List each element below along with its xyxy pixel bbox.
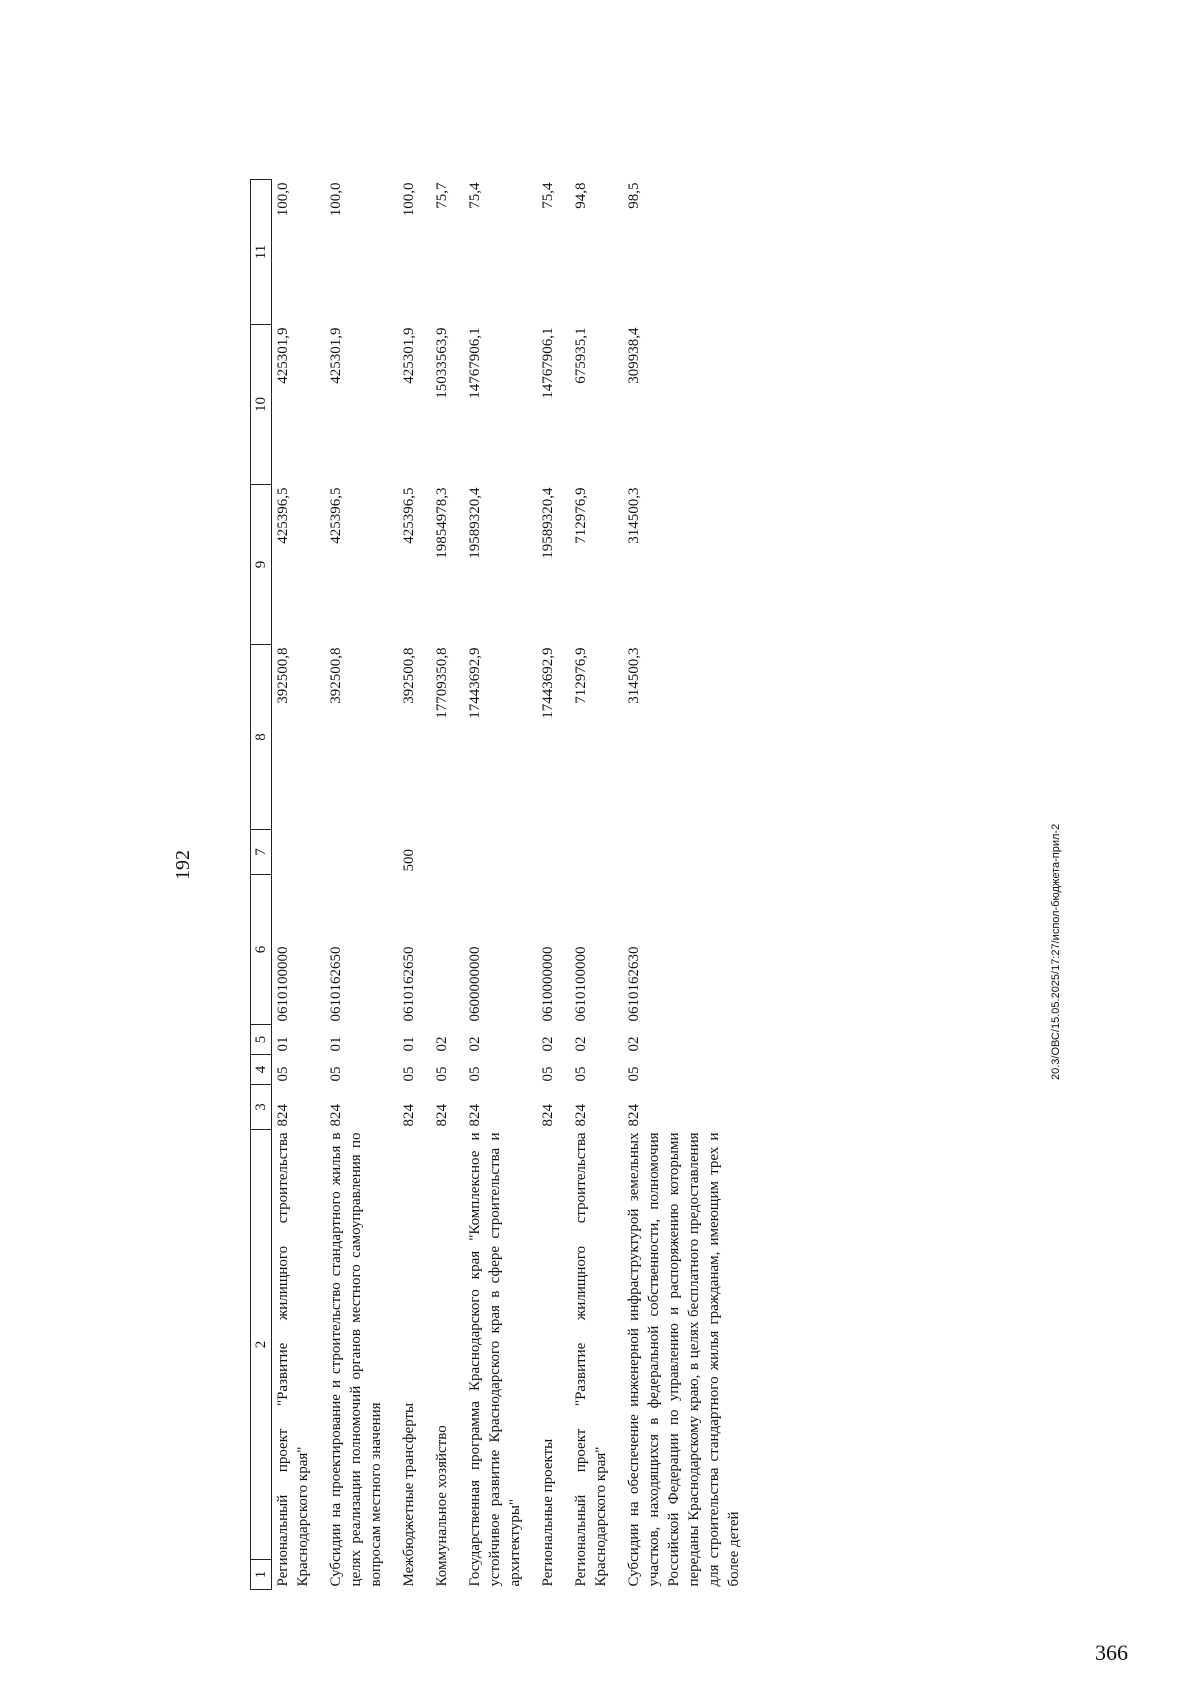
cell-c7 — [464, 830, 537, 875]
cell-c10: 309938,4 — [626, 327, 642, 384]
row-name: Региональный проект "Развитие жилищного строительства Краснодарского края" — [275, 1132, 311, 1587]
cell-c11: 75,4 — [540, 182, 556, 209]
cell-c11: 100,0 — [401, 182, 417, 217]
cell-c6: 0610162630 — [626, 946, 642, 1022]
cell-c9: 425396,5 — [328, 487, 344, 544]
cell-c4: 05 — [434, 1066, 450, 1082]
cell-c3: 824 — [573, 1104, 589, 1127]
cell-c5: 02 — [434, 1036, 450, 1052]
table-row — [398, 180, 431, 1590]
cell-c9: 314500,3 — [626, 487, 642, 544]
column-header: 8 — [251, 645, 272, 830]
cell-c10: 14767906,1 — [540, 327, 556, 399]
cell-c6 — [431, 875, 464, 1025]
cell-c10: 425301,9 — [401, 327, 417, 384]
cell-c5: 01 — [328, 1036, 344, 1052]
cell-c8: 17709350,8 — [434, 647, 450, 719]
cell-c9: 712976,9 — [573, 487, 589, 544]
cell-c11: 100,0 — [328, 182, 344, 217]
table-row — [431, 180, 464, 1590]
cell-c7 — [272, 830, 326, 875]
cell-c7 — [570, 830, 623, 875]
cell-c4: 05 — [540, 1066, 556, 1082]
column-header: 7 — [251, 830, 272, 875]
table-row — [537, 180, 570, 1590]
cell-c3: 824 — [275, 1104, 291, 1127]
cell-c10: 675935,1 — [573, 327, 589, 384]
column-header: 6 — [251, 875, 272, 1025]
cell-c6: 0610100000 — [275, 946, 291, 1022]
cell-c9: 425396,5 — [275, 487, 291, 544]
row-name: Субсидии на проектирование и строительство стандартного жилья в целях реализации полномочий органов местного самоуправления по вопросам местного значения — [328, 1132, 384, 1587]
cell-c3: 824 — [626, 1104, 642, 1127]
cell-c10: 15033563,9 — [434, 327, 450, 399]
row-name: Коммунальное хозяйство — [434, 1425, 450, 1587]
table-row — [464, 180, 537, 1590]
cell-c11: 100,0 — [275, 182, 291, 217]
cell-c9: 425396,5 — [401, 487, 417, 544]
cell-c9: 19854978,3 — [434, 487, 450, 559]
column-header: 5 — [251, 1025, 272, 1055]
cell-c8: 712976,9 — [573, 647, 589, 704]
cell-c7 — [431, 830, 464, 875]
cell-c11: 98,5 — [626, 182, 642, 209]
cell-c5: 01 — [401, 1036, 417, 1052]
cell-c7 — [623, 830, 744, 875]
column-header: 10 — [251, 325, 272, 485]
cell-c8: 17443692,9 — [540, 647, 556, 719]
cell-c11: 94,8 — [573, 182, 589, 209]
cell-c4: 05 — [573, 1066, 589, 1082]
row-name: Региональный проект "Развитие жилищного строительства Краснодарского края" — [573, 1132, 609, 1587]
budget-table — [250, 179, 744, 1590]
cell-c7 — [537, 830, 570, 875]
sheet-number: 366 — [1095, 1640, 1128, 1665]
cell-c4: 05 — [467, 1066, 483, 1082]
row-name: Региональные проекты — [540, 1438, 556, 1587]
cell-c10: 425301,9 — [328, 327, 344, 384]
cell-c5: 02 — [467, 1036, 483, 1052]
column-header: 1 — [251, 1560, 272, 1590]
cell-c6: 0610162650 — [401, 946, 417, 1022]
cell-c4: 05 — [401, 1066, 417, 1082]
table-row — [623, 180, 744, 1590]
cell-c8: 392500,8 — [275, 647, 291, 704]
cell-c5: 01 — [275, 1036, 291, 1052]
cell-c3: 824 — [328, 1104, 344, 1127]
cell-c4: 05 — [275, 1066, 291, 1082]
cell-c6: 0600000000 — [467, 946, 483, 1022]
cell-c9: 19589320,4 — [540, 487, 556, 559]
column-header: 4 — [251, 1055, 272, 1085]
cell-c3: 824 — [401, 1104, 417, 1127]
table-row — [570, 180, 623, 1590]
column-header: 2 — [251, 1130, 272, 1560]
cell-c7 — [325, 830, 398, 875]
cell-c9: 19589320,4 — [467, 487, 483, 559]
cell-c3: 824 — [467, 1104, 483, 1127]
footer-document-code: 20.3/ОВС/15.05.2025/17:27/испол-бюджета-прил-2 — [1050, 823, 1062, 1080]
cell-c3: 824 — [540, 1104, 556, 1127]
cell-c7: 500 — [401, 849, 417, 872]
cell-c10: 14767906,1 — [467, 327, 483, 399]
cell-c8: 314500,3 — [626, 647, 642, 704]
cell-c8: 392500,8 — [401, 647, 417, 704]
cell-c4: 05 — [328, 1066, 344, 1082]
row-name: Государственная программа Краснодарского края "Комплексное и устойчивое развитие Краснодарского края в сфере строительства и архитектуры" — [467, 1132, 523, 1587]
cell-c11: 75,4 — [467, 182, 483, 209]
column-header: 9 — [251, 485, 272, 645]
table-row — [272, 180, 326, 1590]
cell-c6: 0610100000 — [573, 946, 589, 1022]
column-header: 11 — [251, 180, 272, 325]
cell-c5: 02 — [626, 1036, 642, 1052]
cell-c11: 75,7 — [434, 182, 450, 209]
table-row — [325, 180, 398, 1590]
row-name: Субсидии на обеспечение инженерной инфраструктурой земельных участков, находящихся в федеральной собственности, полномочия Российской Федерации по управлению и распоряжению которыми переданы Краснодарскому краю, в целях бесплатного предоставления для строительства стандартного жилья гражданам, имеющим трех и более детей — [626, 1132, 742, 1587]
cell-c8: 392500,8 — [328, 647, 344, 704]
cell-c4: 05 — [626, 1066, 642, 1082]
cell-c5: 02 — [540, 1036, 556, 1052]
page-number: 192 — [172, 850, 194, 880]
row-name: Межбюджетные трансферты — [401, 1402, 417, 1587]
rotated-page — [160, 60, 1080, 1600]
cell-c6: 0610162650 — [328, 946, 344, 1022]
cell-c3: 824 — [434, 1104, 450, 1127]
cell-c6: 0610000000 — [540, 946, 556, 1022]
cell-c10: 425301,9 — [275, 327, 291, 384]
table-header-row — [251, 180, 272, 1590]
cell-c8: 17443692,9 — [467, 647, 483, 719]
column-header: 3 — [251, 1085, 272, 1130]
cell-c5: 02 — [573, 1036, 589, 1052]
